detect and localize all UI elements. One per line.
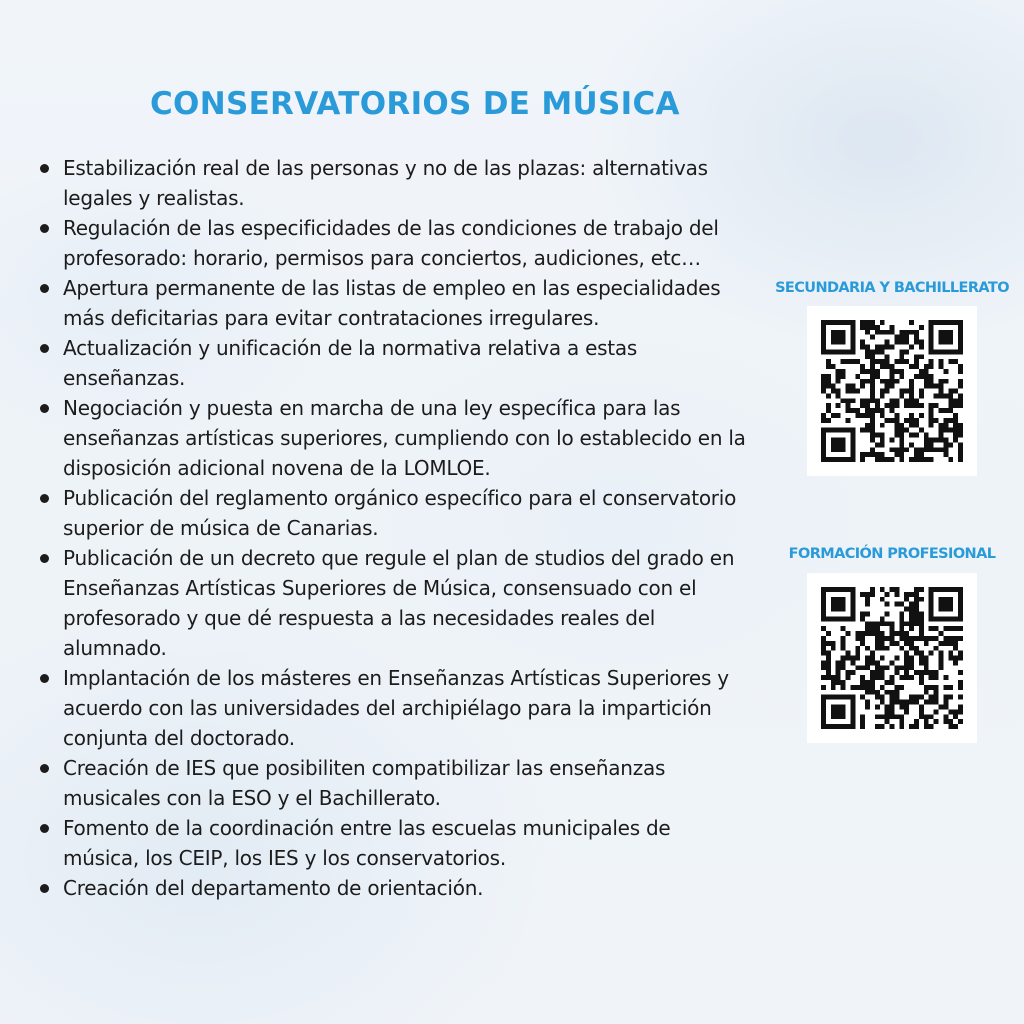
list-item: Actualización y unificación de la normativa relativa a estas enseñanzas.: [36, 333, 748, 393]
qr-code-formacion-profesional[interactable]: [807, 573, 977, 743]
qr-code-icon: [821, 587, 963, 729]
list-item: Creación de IES que posibiliten compatibilizar las enseñanzas musicales con la ESO y el Bachillerato.: [36, 753, 748, 813]
qr-code-secundaria[interactable]: [807, 306, 977, 476]
list-item: Implantación de los másteres en Enseñanzas Artísticas Superiores y acuerdo con las universidades del archipiélago para la impartición conjunta del doctorado.: [36, 663, 748, 753]
page-title: CONSERVATORIOS DE MÚSICA: [150, 86, 680, 122]
list-item: Apertura permanente de las listas de empleo en las especialidades más deficitarias para evitar contrataciones irregulares.: [36, 273, 748, 333]
list-item: Negociación y puesta en marcha de una ley específica para las enseñanzas artísticas superiores, cumpliendo con lo establecido en la disposición adicional novena de la LOMLOE.: [36, 393, 748, 483]
qr-label-secundaria: SECUNDARIA Y BACHILLERATO: [775, 280, 1009, 296]
bullet-list: [36, 153, 748, 903]
list-item: Publicación de un decreto que regule el plan de studios del grado en Enseñanzas Artísticas Superiores de Música, consensuado con el profesorado y que dé respuesta a las necesidades reales del alumnado.: [36, 543, 748, 663]
qr-label-formacion-profesional: FORMACIÓN PROFESIONAL: [788, 546, 996, 562]
list-item: Publicación del reglamento orgánico específico para el conservatorio superior de música de Canarias.: [36, 483, 748, 543]
list-item: Fomento de la coordinación entre las escuelas municipales de música, los CEIP, los IES y los conservatorios.: [36, 813, 748, 873]
list-item: Creación del departamento de orientación.: [36, 873, 748, 903]
list-item: Estabilización real de las personas y no de las plazas: alternativas legales y realistas.: [36, 153, 748, 213]
qr-code-icon: [821, 320, 963, 462]
list-item: Regulación de las especificidades de las condiciones de trabajo del profesorado: horario, permisos para conciertos, audiciones, etc…: [36, 213, 748, 273]
